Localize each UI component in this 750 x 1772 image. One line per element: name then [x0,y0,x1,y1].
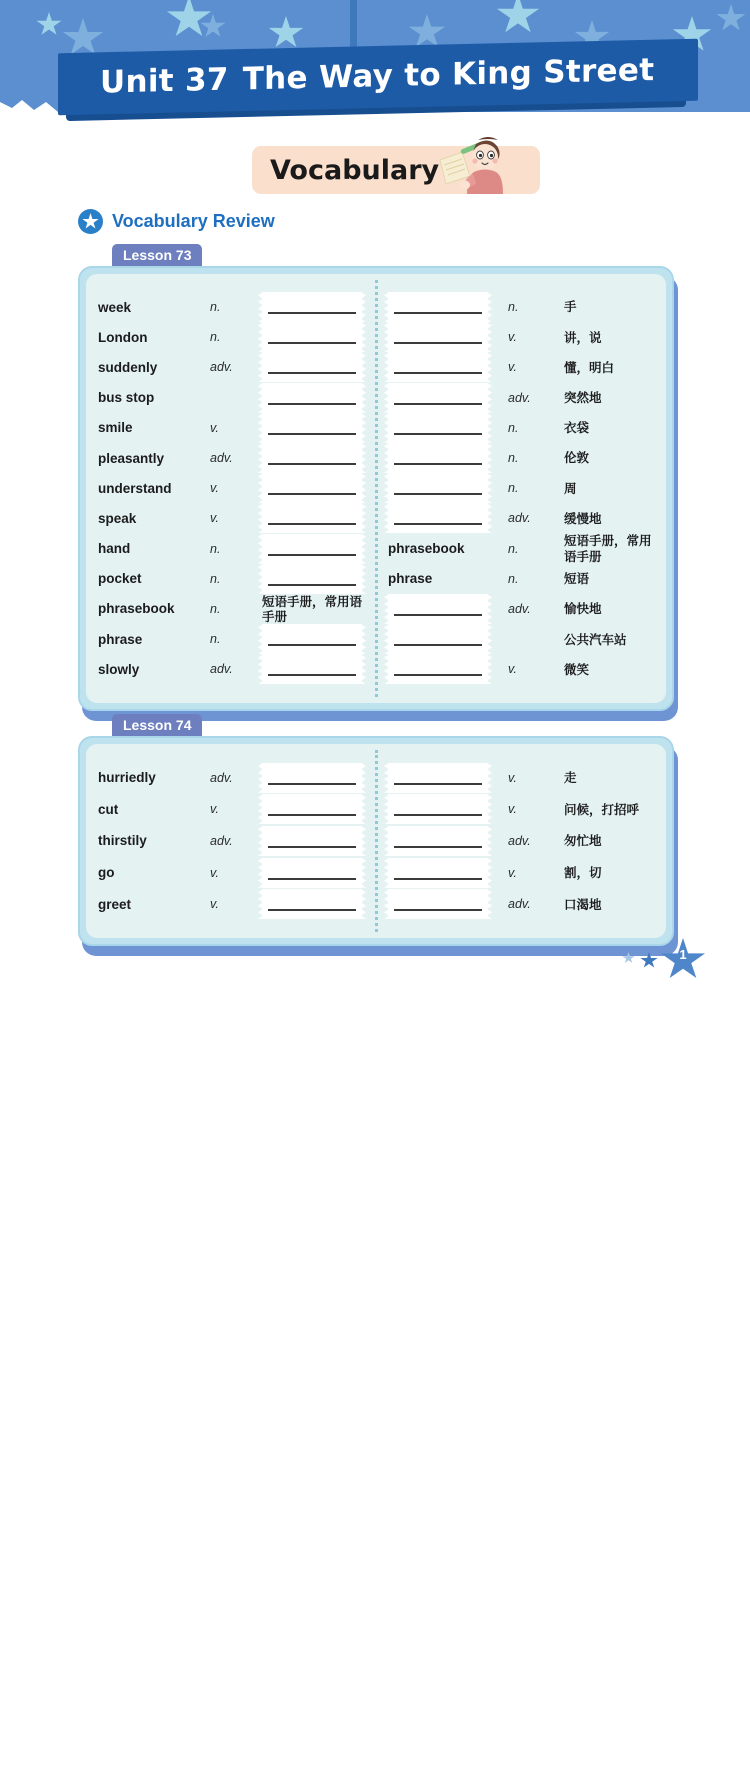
chinese-meaning: 口渴地 [564,896,602,912]
writing-line [268,878,356,880]
vocab-row [98,473,368,503]
part-of-speech: v. [508,802,517,817]
banner-mast [350,0,357,50]
answer-blank[interactable] [262,503,362,533]
vocab-word: pocket [98,571,142,587]
vocab-row [98,443,368,473]
writing-line [268,674,356,676]
answer-blank[interactable] [388,763,488,793]
part-of-speech: adv. [508,601,531,616]
writing-line [268,342,356,344]
answer-blank[interactable] [388,473,488,503]
answer-blank[interactable] [262,654,362,684]
writing-line [268,312,356,314]
lesson-tab-1: Lesson 73 [112,244,202,266]
chinese-meaning: 手 [564,299,577,315]
answer-text[interactable]: phrase [388,571,433,587]
chinese-meaning: 问候，打招呼 [564,801,640,817]
vocab-row [98,534,368,564]
writing-line [268,403,356,405]
part-of-speech: v. [508,865,517,880]
answer-blank[interactable] [262,564,362,594]
vocab-row [388,292,662,322]
page-star-medium-icon [640,952,658,969]
chinese-meaning: 匆忙地 [564,833,602,849]
page-number-badge [618,938,728,988]
chinese-meaning: 短语手册，常用语手册 [564,533,652,564]
part-of-speech: v. [508,662,517,677]
vocab-row [98,762,368,794]
answer-blank[interactable] [262,322,362,352]
vocab-word: suddenly [98,359,158,375]
vocab-row [388,794,662,826]
vocab-row [388,383,662,413]
answer-blank[interactable] [388,826,488,856]
vocab-row [98,594,368,624]
answer-blank[interactable] [388,413,488,443]
chinese-meaning: 伦敦 [564,450,590,466]
answer-text[interactable]: 短语手册，常用语手册 [262,593,363,624]
part-of-speech: n. [508,571,519,586]
writing-line [394,463,482,465]
answer-blank[interactable] [262,889,362,919]
part-of-speech: v. [210,897,219,912]
answer-blank[interactable] [262,383,362,413]
vocab-row [98,383,368,413]
vocab-word: phrasebook [98,601,175,617]
part-of-speech: adv. [210,770,233,785]
page-number: 1 [679,947,687,962]
answer-blank[interactable] [262,413,362,443]
answer-blank[interactable] [262,443,362,473]
part-of-speech: n. [210,571,221,586]
writing-line [268,783,356,785]
answer-blank[interactable] [388,352,488,382]
part-of-speech: adv. [508,833,531,848]
answer-blank[interactable] [388,654,488,684]
vocab-row [98,624,368,654]
vocab-row [388,594,662,624]
part-of-speech: adv. [210,662,233,677]
part-of-speech: n. [210,601,221,616]
part-of-speech: n. [210,632,221,647]
chinese-meaning: 讲，说 [564,329,602,345]
answer-blank[interactable] [388,292,488,322]
writing-line [268,644,356,646]
part-of-speech: n. [508,541,519,556]
chinese-meaning: 懂，明白 [564,359,615,375]
answer-blank[interactable] [388,322,488,352]
writing-line [394,783,482,785]
lesson-2-left-column [98,762,368,1772]
vocab-word: greet [98,896,132,912]
vocab-row [388,857,662,889]
vocab-word: London [98,329,148,345]
vocab-row [98,654,368,684]
chinese-meaning: 公共汽车站 [564,631,627,647]
vocab-row [98,322,368,352]
writing-line [268,814,356,816]
writing-line [394,493,482,495]
writing-line [394,403,482,405]
vocab-row [98,888,368,920]
part-of-speech: adv. [210,360,233,375]
vocab-word: thirstily [98,833,147,849]
writing-line [268,554,356,556]
vocab-row [388,352,662,382]
center-spine-divider [375,280,378,697]
vocab-row [98,352,368,382]
writing-line [394,846,482,848]
vocab-row [388,473,662,503]
part-of-speech: n. [210,541,221,556]
vocab-row [98,292,368,322]
answer-blank[interactable] [262,473,362,503]
answer-blank[interactable] [262,352,362,382]
writing-line [268,372,356,374]
chinese-meaning: 周 [564,480,577,496]
vocab-row [388,534,662,564]
answer-blank[interactable] [388,794,488,824]
part-of-speech: adv. [210,451,233,466]
writing-line [268,909,356,911]
vocab-word: pleasantly [98,450,165,466]
writing-line [268,463,356,465]
answer-blank[interactable] [262,624,362,654]
part-of-speech: v. [210,420,219,435]
vocab-row [388,825,662,857]
writing-line [394,644,482,646]
answer-blank[interactable] [262,794,362,824]
chinese-meaning: 短语 [564,571,590,587]
chinese-meaning: 缓慢地 [564,510,602,526]
writing-line [268,433,356,435]
vocab-word: hand [98,541,131,557]
vocab-row [388,413,662,443]
vocab-word: smile [98,420,133,436]
vocab-row [388,564,662,594]
writing-line [394,814,482,816]
answer-blank[interactable] [388,624,488,654]
writing-line [394,878,482,880]
answer-blank[interactable] [262,858,362,888]
page-header [0,0,750,128]
answer-blank[interactable] [262,826,362,856]
chinese-meaning: 割，切 [564,864,602,880]
writing-line [394,372,482,374]
vocab-row [98,794,368,826]
vocab-row [388,503,662,533]
part-of-speech: v. [210,865,219,880]
writing-line [394,909,482,911]
answer-blank[interactable] [262,534,362,564]
vocab-row [388,624,662,654]
section-title: Vocabulary Review [112,210,275,231]
answer-text[interactable]: phrasebook [388,541,465,557]
part-of-speech: v. [508,330,517,345]
vocab-row [98,564,368,594]
star-badge-icon [78,209,103,234]
answer-blank[interactable] [388,858,488,888]
writing-line [394,523,482,525]
chinese-meaning: 突然地 [564,390,602,406]
vocab-word: phrase [98,631,143,647]
vocab-row [98,503,368,533]
part-of-speech: v. [210,511,219,526]
part-of-speech: v. [210,481,219,496]
writing-line [268,584,356,586]
part-of-speech: n. [508,451,519,466]
answer-blank[interactable] [388,443,488,473]
answer-blank[interactable] [388,889,488,919]
vocab-word: slowly [98,661,140,677]
vocab-row [388,443,662,473]
vocab-row [98,857,368,889]
vocab-word: understand [98,480,172,496]
vocab-word: hurriedly [98,770,156,786]
chinese-meaning: 愉快地 [564,601,602,617]
vocab-word: week [98,299,132,315]
lesson-2-right-column [388,762,662,1772]
vocab-word: cut [98,801,119,817]
answer-blank[interactable] [388,594,488,624]
chinese-meaning: 衣袋 [564,420,590,436]
vocab-row [388,888,662,920]
writing-line [394,433,482,435]
answer-blank[interactable] [388,383,488,413]
writing-line [394,342,482,344]
writing-line [394,312,482,314]
writing-line [268,523,356,525]
part-of-speech: adv. [508,511,531,526]
part-of-speech: v. [508,770,517,785]
writing-line [394,674,482,676]
part-of-speech: v. [508,360,517,375]
vocab-word: speak [98,510,137,526]
writing-line [268,493,356,495]
vocabulary-pill-label: Vocabulary [270,155,440,186]
lesson-tab-2: Lesson 74 [112,714,202,736]
answer-blank[interactable] [388,503,488,533]
unit-name: The Way to King Street [242,52,655,98]
unit-number: Unit 37 [100,61,229,101]
chinese-meaning: 走 [564,770,577,786]
center-spine-divider [375,750,378,932]
part-of-speech: n. [210,330,221,345]
vocab-word: bus stop [98,390,155,406]
part-of-speech: n. [508,481,519,496]
part-of-speech: adv. [508,897,531,912]
part-of-speech: adv. [508,390,531,405]
part-of-speech: n. [508,300,519,315]
writing-line [394,614,482,616]
chinese-meaning: 微笑 [564,661,590,677]
vocab-row [98,413,368,443]
vocab-row [388,762,662,794]
part-of-speech: adv. [210,833,233,848]
student-illustration-icon [432,130,506,194]
vocab-row [98,825,368,857]
vocab-word: go [98,865,115,881]
vocab-row [388,322,662,352]
answer-blank[interactable] [262,292,362,322]
part-of-speech: n. [508,420,519,435]
answer-blank[interactable] [262,763,362,793]
page-star-small-icon [622,952,635,964]
writing-line [268,846,356,848]
vocab-row [388,654,662,684]
part-of-speech: n. [210,300,221,315]
part-of-speech: v. [210,802,219,817]
section-heading [78,208,275,234]
